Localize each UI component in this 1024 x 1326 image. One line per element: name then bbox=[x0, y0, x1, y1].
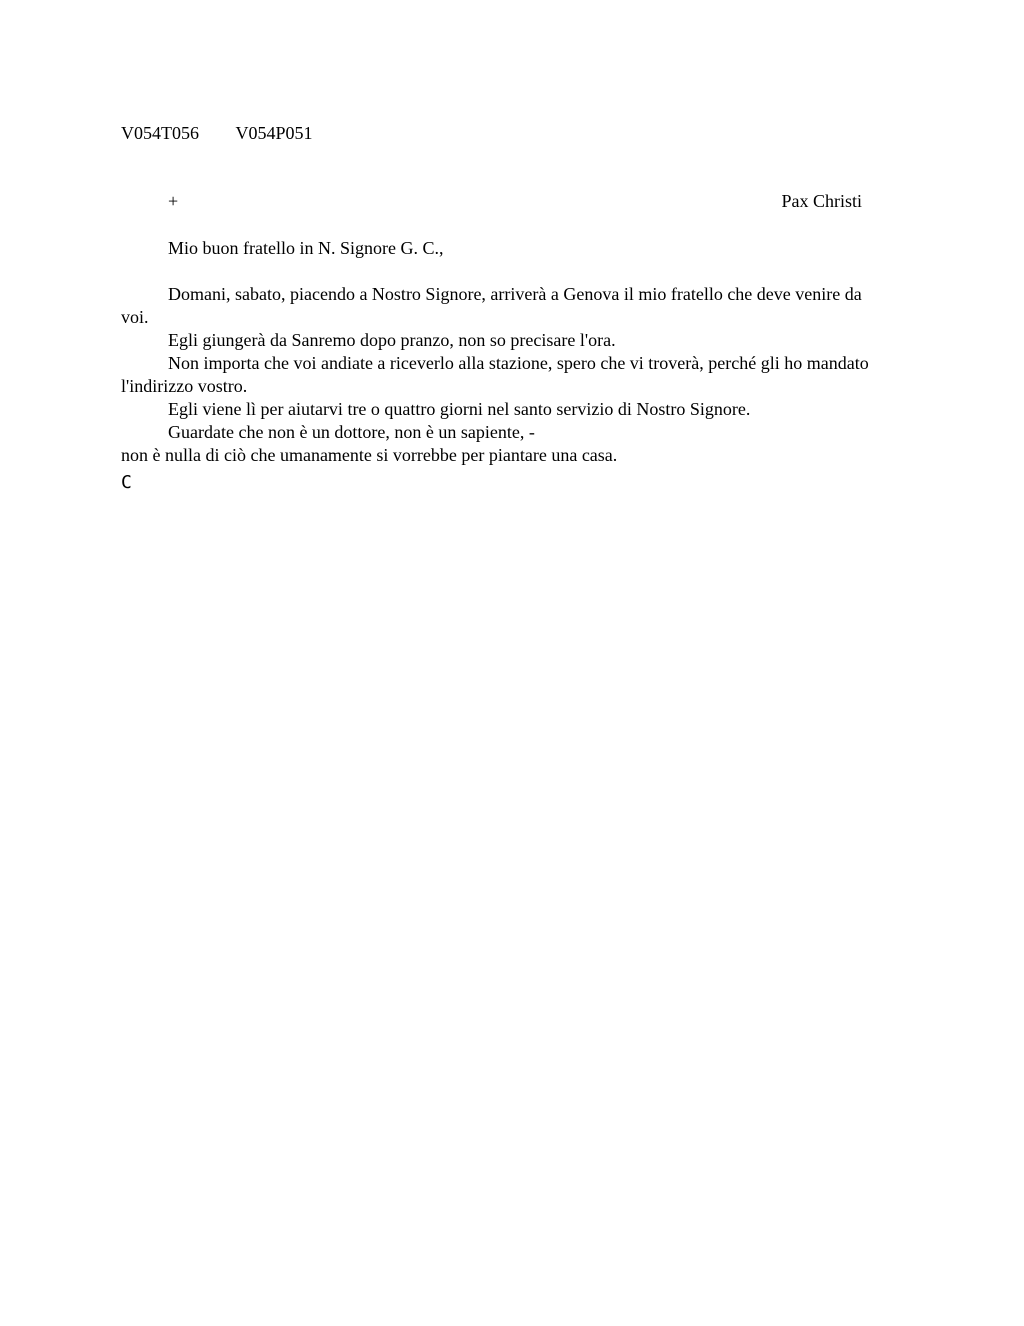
reference-code-volume-text: V054T056 bbox=[121, 123, 199, 143]
paragraph: Egli giungerà da Sanremo dopo pranzo, non so precisare l'ora. bbox=[168, 330, 616, 350]
pax-christi-heading: Pax Christi bbox=[781, 191, 862, 211]
paragraph: Non importa che voi andiate a riceverlo alla stazione, spero che vi troverà, perché gli ho mandato l'indirizzo vostro. bbox=[121, 353, 869, 396]
reference-codes bbox=[121, 122, 313, 144]
paragraph: Guardate che non è un dottore, non è un sapiente, - bbox=[168, 422, 535, 442]
letter-body bbox=[121, 283, 881, 467]
cross-mark: + bbox=[168, 191, 179, 211]
paragraph: Domani, sabato, piacendo a Nostro Signore, arriverà a Genova il mio fratello che deve venire da voi. bbox=[121, 284, 862, 327]
salutation: Mio buon fratello in N. Signore G. C., bbox=[168, 238, 444, 258]
paragraph: Egli viene lì per aiutarvi tre o quattro giorni nel santo servizio di Nostro Signore. bbox=[168, 399, 751, 419]
trailing-mark: C bbox=[121, 472, 132, 493]
reference-code-volume-page: V054P051 bbox=[235, 123, 313, 143]
paragraph-continuation: non è nulla di ciò che umanamente si vorrebbe per piantare una casa. bbox=[121, 445, 618, 465]
